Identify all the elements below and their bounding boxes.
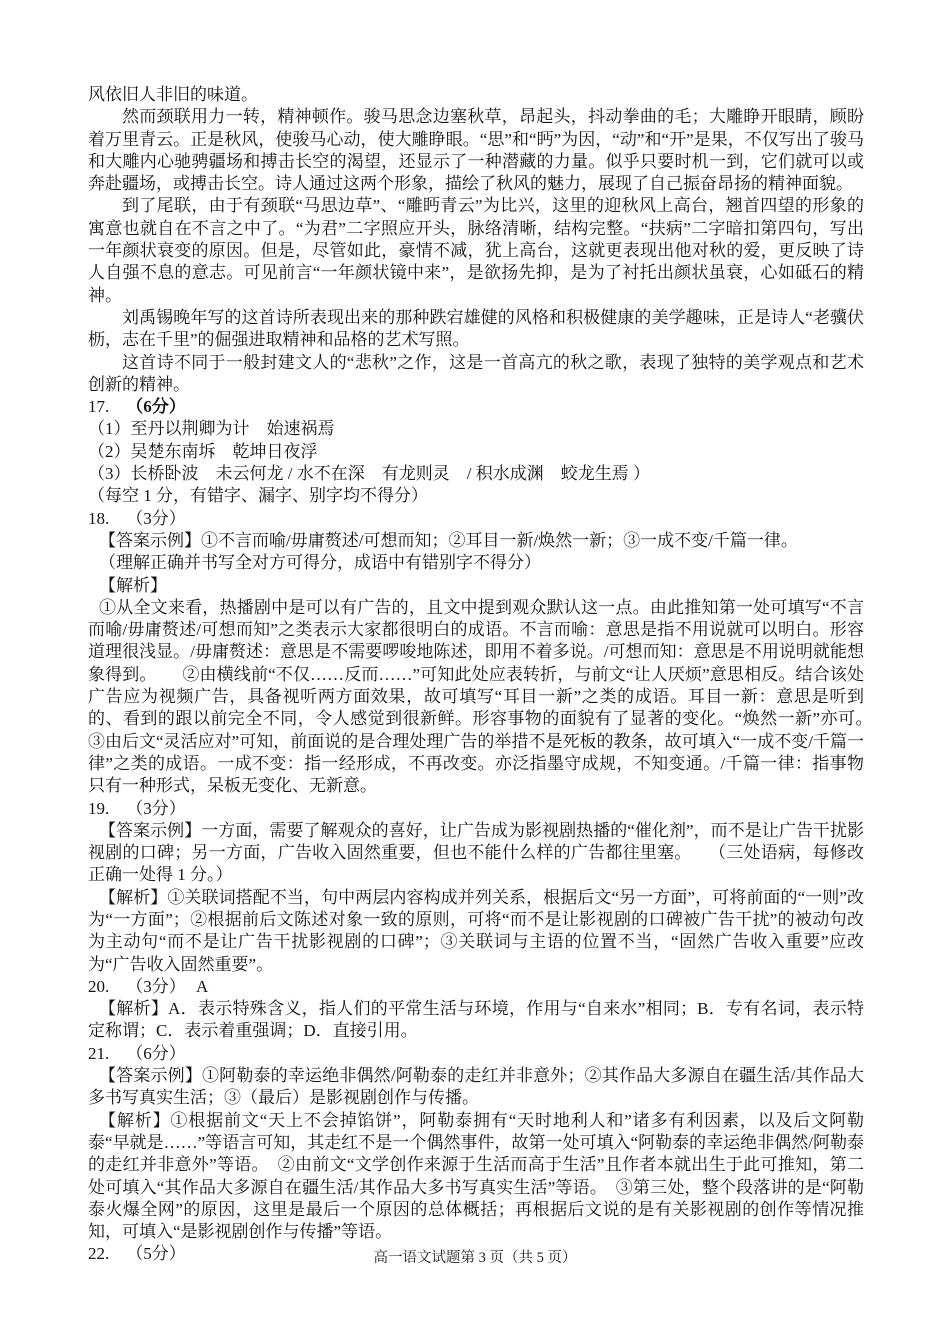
essay-paragraph: 这首诗不同于一般封建文人的“悲秋”之作，这是一首高亢的秋之歌，表现了独特的美学观点和艺术创新的精神。 (88, 352, 864, 394)
answer-line: （3）长桥卧波 未云何龙 / 水不在深 有龙则灵 / 积水成渊 蛟龙生焉 ） (88, 464, 650, 484)
analysis-body: 【解析】A．表示特殊含义，指人们的平常生活与环境，作用与“自来水”相同；B．专有名词，表示特定称谓；C．表示着重强调；D．直接引用。 (88, 999, 864, 1041)
question-score: （3分） (126, 508, 186, 528)
question-17-header (88, 396, 864, 418)
question-number: 21. (88, 1043, 110, 1063)
answer-example: 【答案示例】①不言而喻/毋庸赘述/可想而知；②耳目一新/焕然一新；③一成不变/千篇一律。 (99, 530, 798, 550)
answer-letter: A (196, 976, 209, 996)
question-score: （6分） (126, 397, 186, 417)
answer-line: （1）至丹以荆卿为计 始速祸焉 (88, 419, 335, 439)
scoring-note: （理解正确并书写全对方可得分，成语中有错别字不得分） (99, 553, 541, 573)
question-19-header (88, 798, 864, 820)
question-18-header (88, 508, 864, 530)
question-number: 20. (88, 976, 110, 996)
question-number: 22. (88, 1244, 110, 1264)
answer-line: （2）吴楚东南坼 乾坤日夜浮 (88, 441, 318, 461)
question-number: 19. (88, 798, 110, 818)
answer-example: 【答案示例】一方面，需要了解观众的喜好，让广告成为影视剧热播的“催化剂”，而不是让广告干扰影视剧的口碑；另一方面，广告收入固然重要，但也不能什么样的广告都往里塞。 （三处语病，每修改正确一处得 1 分。） (88, 820, 864, 885)
essay-paragraph: 到了尾联，由于有颈联“马思边草”、“雕眄青云”为比兴，这里的迎秋风上高台，翘首四望的形象的寓意也就自在不言之中了。“为君”二字照应开头，脉络清晰，结构完整。“扶病”二字暗扣第四句，写出一年颜状衰变的原因。但是，尽管如此，豪情不减，犹上高台，这就更表现出他对秋的爱，更反映了诗人自强不息的意志。可见前言“一年颜状镜中来”，是欲扬先抑，是为了衬托出颜状虽衰，心如砥石的精神。 (88, 196, 864, 305)
essay-paragraph: 然而颈联用力一转，精神顿作。骏马思念边塞秋草，昂起头，抖动拳曲的毛；大雕睁开眼睛，顾盼着万里青云。正是秋风，使骏马心动，使大雕睁眼。“思”和“眄”为因，“动”和“开”是果，不仅写出了骏马和大雕内心驰骋疆场和搏击长空的渴望，还显示了一种潜藏的力量。似乎只要时机一到，它们就可以或奔赴疆场，或搏击长空。诗人通过这两个形象，描绘了秋风的魅力，展现了自己振奋昂扬的精神面貌。 (88, 107, 864, 194)
scoring-note: （每空 1 分，有错字、漏字、别字均不得分） (88, 486, 428, 506)
question-score: （3分） (126, 798, 186, 818)
question-score: （5分） (126, 1244, 186, 1264)
page-content (88, 84, 898, 1266)
question-number: 18. (88, 508, 110, 528)
question-score: （3分） (126, 976, 186, 996)
analysis-body: 【解析】①根据前文“天上不会掉馅饼”，阿勒泰拥有“天时地利人和”诸多有利因素，以及后文阿勒泰“早就是……”等语言可知，其走红不是一个偶然事件，故第一处可填入“阿勒泰的幸运绝非偶然/阿勒泰的走红并非意外”等语。 ②由前文“文学创作来源于生活而高于生活”且作者本就出生于此可推知，第二处可填入“其作品大多源自在疆生活/其作品大多书写真实生活”等语。 ③第三处，整个段落讲的是“阿勒泰火爆全网”的原因，这里是最后一个原因的总体概括；再根据后文说的是有关影视剧的创作等情况推知，可填入“是影视剧创作与传播”等语。 (88, 1110, 864, 1242)
question-score: （6分） (126, 1043, 186, 1063)
essay-paragraph: 刘禹锡晚年写的这首诗所表现出来的那种跌宕雄健的风格和积极健康的美学趣味，正是诗人“老骥伏枥，志在千里”的倔强进取精神和品格的艺术写照。 (88, 307, 864, 350)
analysis-body: 【解析】①关联词搭配不当，句中两层内容构成并列关系，根据后文“另一方面”，可将前面的“一则”改为“一方面”；②根据前后文陈述对象一致的原则，可将“而不是让影视剧的口碑被广告干扰”的被动句改为主动句“而不是让广告干扰影视剧的口碑”；③关联词与主语的位置不当，“固然广告收入重要”应改为“广告收入固然重要”。 (88, 887, 864, 974)
essay-paragraph: 风依旧人非旧的味道。 (88, 85, 258, 104)
question-number: 17. (88, 397, 110, 417)
answer-example: 【答案示例】①阿勒泰的幸运绝非偶然/阿勒泰的走红并非意外；②其作品大多源自在疆生活/其作品大多书写真实生活；③（最后）是影视剧创作与传播。 (88, 1066, 864, 1108)
question-21-header (88, 1043, 864, 1065)
analysis-label: 【解析】 (99, 575, 167, 595)
analysis-body: ①从全文来看，热播剧中是可以有广告的，且文中提到观众默认这一点。由此推知第一处可填写“不言而喻/毋庸赘述/可想而知”之类表示大家都很明白的成语。不言而喻：意思是指不用说就可以明白。形容道理很浅显。/毋庸赘述：意思是不需要啰唆地陈述，即用不着多说。/可想而知：意思是不用说明就能想象得到。 ②由横线前“不仅……反而……”可知此处应表转折，与前文“让人厌烦”意思相反。结合该处广告应为视频广告，具备视听两方面效果，故可填写“耳目一新”之类的成语。耳目一新：意思是听到的、看到的跟以前完全不同，令人感觉到很新鲜。形容事物的面貌有了显著的变化。“焕然一新”亦可。 ③由后文“灵活应对”可知，前面说的是合理处理广告的举措不是死板的教条，故可填入“一成不变/千篇一律”之类的成语。一成不变：指一经形成，不再改变。亦泛指墨守成规，不知变通。/千篇一律：指事物只有一种形式，呆板无变化、无新意。 (88, 597, 898, 796)
question-20-header (88, 976, 864, 998)
page-footer: 高一语文试题第 3 页（共 5 页） (373, 1250, 577, 1266)
